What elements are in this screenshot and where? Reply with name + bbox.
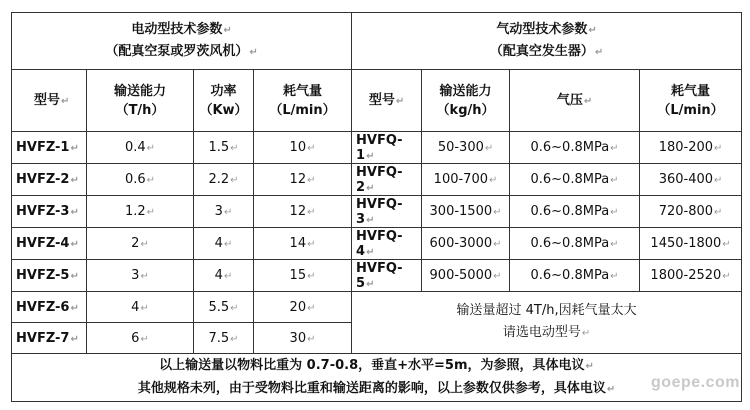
capacity-value: 6 xyxy=(131,330,140,346)
para-mark: ↵ xyxy=(223,239,233,250)
model-value: HVFZ-4 xyxy=(16,236,70,251)
para-mark: ↵ xyxy=(606,383,616,395)
capacity-value: 4 xyxy=(131,299,140,315)
col-label: 型号 xyxy=(34,92,61,108)
pneumatic-note xyxy=(352,292,742,354)
col-header-capacity-q xyxy=(422,70,510,132)
air-value: 180-200 xyxy=(658,140,714,155)
column-header-row xyxy=(12,70,742,132)
air-cell xyxy=(254,196,352,228)
para-mark: ↵ xyxy=(307,271,316,282)
power-value: 3 xyxy=(214,204,223,219)
para-mark: ↵ xyxy=(307,175,316,186)
col-header-capacity xyxy=(87,70,194,132)
col-header-air-q xyxy=(640,70,742,132)
para-mark: ↵ xyxy=(307,143,316,154)
model-cell xyxy=(352,196,422,228)
para-mark: ↵ xyxy=(610,207,619,218)
power-value: 4 xyxy=(214,268,223,283)
air-value: 1450-1800 xyxy=(650,236,722,251)
para-mark: ↵ xyxy=(61,95,70,107)
capacity-value: 600-3000 xyxy=(429,236,493,251)
col-unit: （kg/h） xyxy=(436,102,495,118)
capacity-cell xyxy=(87,132,194,164)
model-value: HVFZ-5 xyxy=(16,268,70,283)
para-mark: ↵ xyxy=(493,271,502,282)
pressure-value: 0.6~0.8MPa xyxy=(530,204,610,219)
para-mark: ↵ xyxy=(146,175,156,186)
model-value: HVFQ-3 xyxy=(356,196,403,227)
electric-section-header xyxy=(12,13,352,70)
table-row xyxy=(12,228,742,260)
para-mark: ↵ xyxy=(140,239,149,250)
col-header-model-q xyxy=(352,70,422,132)
pressure-cell xyxy=(510,228,640,260)
para-mark: ↵ xyxy=(366,214,375,226)
para-mark: ↵ xyxy=(489,175,498,186)
para-mark: ↵ xyxy=(585,360,594,372)
capacity-cell xyxy=(87,323,194,354)
note-line: 请选电动型号 xyxy=(502,325,581,340)
table-row xyxy=(12,196,742,228)
pneumatic-title: 气动型技术参数 xyxy=(496,22,588,37)
para-mark: ↵ xyxy=(366,182,375,194)
air-value: 720-800 xyxy=(658,204,714,219)
pressure-value: 0.6~0.8MPa xyxy=(530,172,610,187)
power-value: 1.5 xyxy=(208,140,230,155)
para-mark: ↵ xyxy=(366,150,375,162)
para-mark: ↵ xyxy=(230,175,239,186)
power-value: 5.5 xyxy=(208,299,230,315)
capacity-value: 50-300 xyxy=(437,140,484,155)
para-mark: ↵ xyxy=(484,143,494,154)
model-value: HVFZ-3 xyxy=(16,204,70,219)
para-mark: ↵ xyxy=(230,143,239,154)
model-cell xyxy=(352,132,422,164)
para-mark: ↵ xyxy=(395,95,405,107)
capacity-cell xyxy=(87,228,194,260)
air-cell xyxy=(254,292,352,323)
para-mark: ↵ xyxy=(581,328,591,339)
model-cell xyxy=(12,260,87,292)
power-cell xyxy=(194,228,254,260)
col-label: 气压 xyxy=(556,92,583,108)
para-mark: ↵ xyxy=(714,143,723,154)
model-value: HVFQ-5 xyxy=(356,260,403,291)
model-cell xyxy=(12,132,87,164)
power-value: 7.5 xyxy=(208,330,230,346)
power-cell xyxy=(194,292,254,323)
para-mark: ↵ xyxy=(366,278,375,290)
pressure-cell xyxy=(510,132,640,164)
para-mark: ↵ xyxy=(610,143,619,154)
model-cell xyxy=(12,228,87,260)
footer-line: 以上输送量以物料比重为 0.7-0.8，垂直+水平=5m，为参照，具体电议 xyxy=(159,357,585,373)
capacity-value: 1.2 xyxy=(124,204,146,219)
capacity-cell xyxy=(87,260,194,292)
col-label: 耗气量 xyxy=(283,83,323,99)
watermark: goepe.com xyxy=(651,374,740,391)
model-cell xyxy=(352,164,422,196)
air-value: 1800-2520 xyxy=(650,268,722,283)
para-mark: ↵ xyxy=(70,271,79,282)
col-header-pressure xyxy=(510,70,640,132)
pressure-cell xyxy=(510,196,640,228)
para-mark: ↵ xyxy=(223,25,232,36)
capacity-value: 0.6 xyxy=(124,172,146,187)
col-unit: （Kw） xyxy=(199,102,248,118)
para-mark: ↵ xyxy=(140,302,149,314)
col-header-power xyxy=(194,70,254,132)
power-cell xyxy=(194,323,254,354)
para-mark: ↵ xyxy=(493,239,502,250)
air-cell xyxy=(254,132,352,164)
para-mark: ↵ xyxy=(70,207,79,218)
model-cell xyxy=(352,260,422,292)
col-header-model xyxy=(12,70,87,132)
col-label: 型号 xyxy=(368,92,395,108)
para-mark: ↵ xyxy=(610,239,619,250)
para-mark: ↵ xyxy=(722,239,731,250)
air-value: 12 xyxy=(289,172,307,187)
air-cell xyxy=(254,164,352,196)
para-mark: ↵ xyxy=(70,239,79,250)
footer-line: 其他规格未列，由于受物料比重和输送距离的影响，以上参数仅供参考，具体电议 xyxy=(137,380,606,396)
air-value: 12 xyxy=(289,204,307,219)
para-mark: ↵ xyxy=(140,271,149,282)
model-cell xyxy=(12,292,87,323)
para-mark: ↵ xyxy=(714,207,723,218)
model-value: HVFQ-2 xyxy=(356,164,403,195)
para-mark: ↵ xyxy=(722,271,731,282)
section-header-row xyxy=(12,13,742,70)
para-mark: ↵ xyxy=(307,207,316,218)
capacity-value: 2 xyxy=(131,236,140,251)
air-value: 15 xyxy=(289,268,307,283)
para-mark: ↵ xyxy=(70,333,79,345)
power-cell xyxy=(194,164,254,196)
model-cell xyxy=(352,228,422,260)
para-mark: ↵ xyxy=(140,333,149,345)
model-value: HVFZ-2 xyxy=(16,172,70,187)
capacity-cell xyxy=(422,196,510,228)
pressure-cell xyxy=(510,164,640,196)
model-value: HVFZ-1 xyxy=(16,140,70,155)
model-cell xyxy=(12,196,87,228)
para-mark: ↵ xyxy=(230,333,239,345)
para-mark: ↵ xyxy=(493,207,502,218)
table-row xyxy=(12,132,742,164)
para-mark: ↵ xyxy=(230,302,239,314)
col-label: 输送能力 xyxy=(439,83,492,99)
capacity-cell xyxy=(87,292,194,323)
para-mark: ↵ xyxy=(307,302,316,314)
model-value: HVFZ-6 xyxy=(16,299,70,315)
para-mark: ↵ xyxy=(223,207,233,218)
para-mark: ↵ xyxy=(583,95,593,107)
para-mark: ↵ xyxy=(146,143,156,154)
electric-title: 电动型技术参数 xyxy=(131,22,223,37)
para-mark: ↵ xyxy=(70,143,79,154)
para-mark: ↵ xyxy=(610,175,619,186)
table-row xyxy=(12,292,742,323)
power-cell xyxy=(194,196,254,228)
pressure-value: 0.6~0.8MPa xyxy=(530,268,610,283)
power-cell xyxy=(194,132,254,164)
capacity-cell xyxy=(422,260,510,292)
model-value: HVFQ-4 xyxy=(356,228,403,259)
air-value: 14 xyxy=(289,236,307,251)
table-row xyxy=(12,260,742,292)
para-mark: ↵ xyxy=(70,175,79,186)
air-cell xyxy=(640,132,742,164)
note-line: 输送量超过 4T/h,因耗气量太大 xyxy=(456,303,637,318)
col-label: 功率 xyxy=(210,83,237,99)
pressure-cell xyxy=(510,260,640,292)
air-value: 30 xyxy=(289,330,307,346)
capacity-cell xyxy=(422,132,510,164)
air-cell xyxy=(254,323,352,354)
col-header-air xyxy=(254,70,352,132)
model-cell xyxy=(12,164,87,196)
capacity-value: 3 xyxy=(131,268,140,283)
model-cell xyxy=(12,323,87,354)
air-cell xyxy=(640,228,742,260)
pneumatic-subtitle: （配真空发生器） xyxy=(489,44,594,59)
footer-notes xyxy=(12,354,742,402)
pressure-value: 0.6~0.8MPa xyxy=(530,236,610,251)
capacity-cell xyxy=(87,196,194,228)
para-mark: ↵ xyxy=(249,47,258,58)
electric-subtitle: （配真空泵或罗茨风机） xyxy=(105,44,249,59)
air-cell xyxy=(254,260,352,292)
air-value: 20 xyxy=(289,299,307,315)
capacity-value: 100-700 xyxy=(433,172,488,187)
para-mark: ↵ xyxy=(588,25,597,36)
power-value: 4 xyxy=(214,236,223,251)
power-cell xyxy=(194,260,254,292)
para-mark: ↵ xyxy=(610,271,619,282)
para-mark: ↵ xyxy=(307,239,316,250)
para-mark: ↵ xyxy=(366,246,375,258)
capacity-value: 900-5000 xyxy=(429,268,493,283)
air-cell xyxy=(640,260,742,292)
col-unit: （L/min） xyxy=(657,102,724,118)
footer-row xyxy=(12,354,742,402)
para-mark: ↵ xyxy=(146,207,156,218)
table-row xyxy=(12,164,742,196)
para-mark: ↵ xyxy=(594,47,604,58)
col-label: 耗气量 xyxy=(671,83,711,99)
para-mark: ↵ xyxy=(70,302,79,314)
power-value: 2.2 xyxy=(208,172,230,187)
spec-table xyxy=(11,12,742,402)
air-cell xyxy=(640,164,742,196)
col-unit: （L/min） xyxy=(269,102,336,118)
air-cell xyxy=(640,196,742,228)
model-value: HVFZ-7 xyxy=(16,330,70,346)
col-unit: （T/h） xyxy=(115,102,165,118)
capacity-value: 0.4 xyxy=(124,140,146,155)
capacity-cell xyxy=(422,164,510,196)
capacity-cell xyxy=(87,164,194,196)
air-value: 10 xyxy=(289,140,307,155)
pneumatic-section-header xyxy=(352,13,742,70)
para-mark: ↵ xyxy=(223,271,233,282)
air-cell xyxy=(254,228,352,260)
para-mark: ↵ xyxy=(307,333,316,345)
pressure-value: 0.6~0.8MPa xyxy=(530,140,610,155)
capacity-value: 300-1500 xyxy=(429,204,493,219)
col-label: 输送能力 xyxy=(113,83,166,99)
capacity-cell xyxy=(422,228,510,260)
air-value: 360-400 xyxy=(658,172,714,187)
para-mark: ↵ xyxy=(714,175,723,186)
model-value: HVFQ-1 xyxy=(356,132,403,163)
